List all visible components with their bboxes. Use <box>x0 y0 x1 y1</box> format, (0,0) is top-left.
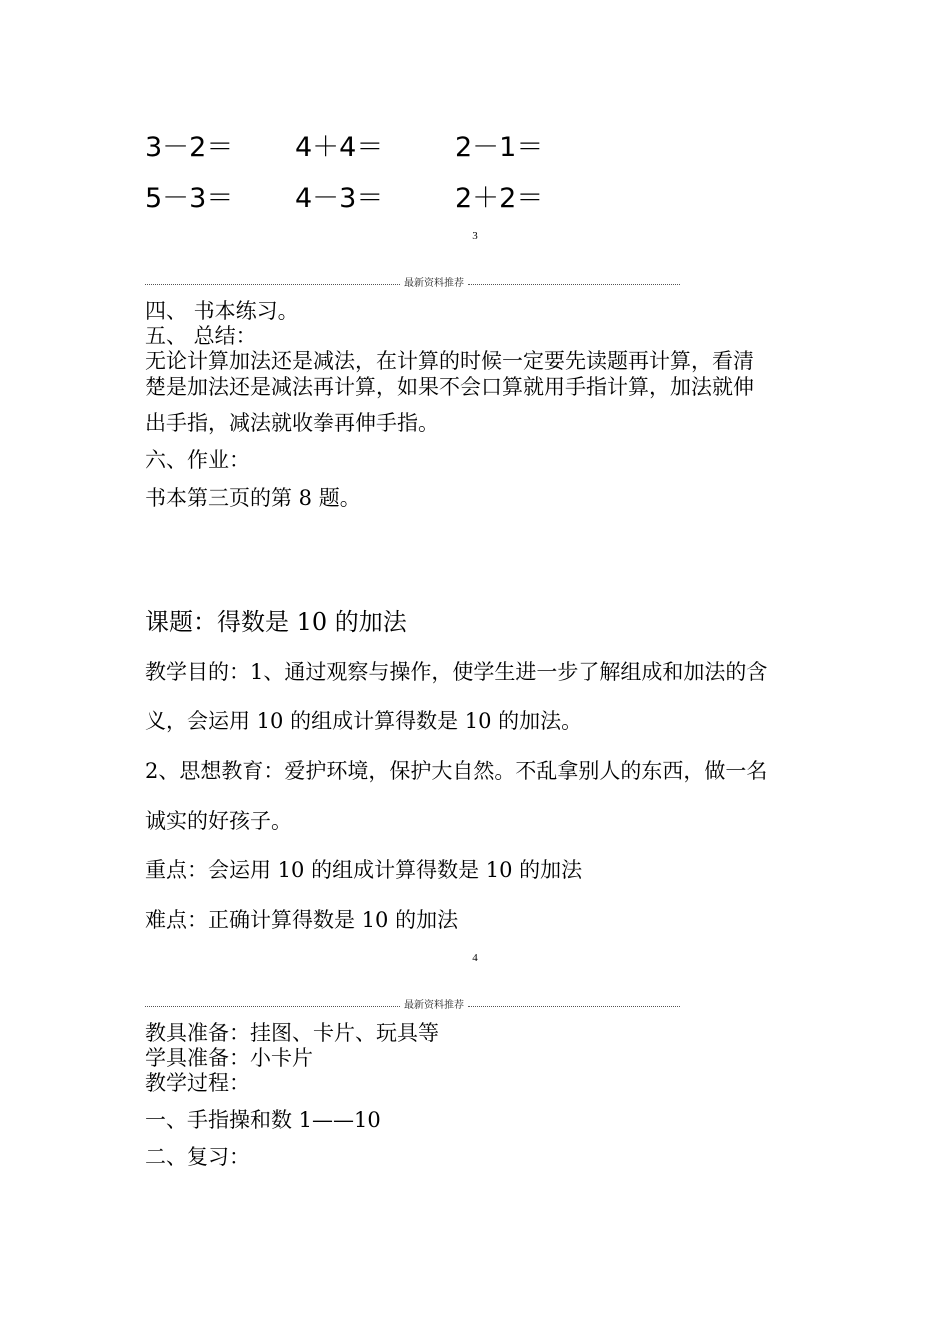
lesson-title: 课题：得数是 10 的加法 <box>145 608 407 636</box>
separator-label: 最新资料推荐 <box>404 278 464 289</box>
separator-line <box>468 1006 680 1007</box>
goal-text: 诚实的好孩子。 <box>145 809 292 833</box>
equation: 4＋4＝ <box>295 132 384 163</box>
goal-text: 教学目的：1、通过观察与操作，使学生进一步了解组成和加法的含 <box>145 660 768 684</box>
separator-line <box>468 284 680 285</box>
equation: 4－3＝ <box>295 183 384 214</box>
page-number: 3 <box>472 230 478 242</box>
homework-text: 书本第三页的第 8 题。 <box>145 486 361 510</box>
separator-label: 最新资料推荐 <box>404 1000 464 1011</box>
list-item: 六、作业： <box>145 448 250 472</box>
list-item: 二、复习： <box>145 1145 250 1169</box>
separator-line <box>145 284 400 285</box>
list-item: 一、手指操和数 1——10 <box>145 1108 381 1132</box>
goal-text: 2、思想教育：爱护环境，保护大自然。不乱拿别人的东西，做一名 <box>145 759 768 783</box>
equation: 2－1＝ <box>455 132 544 163</box>
summary-text: 无论计算加法还是减法，在计算的时候一定要先读题再计算，看清 <box>145 349 754 373</box>
goal-text: 义，会运用 10 的组成计算得数是 10 的加法。 <box>145 709 583 733</box>
equation: 5－3＝ <box>145 183 234 214</box>
equation: 2＋2＝ <box>455 183 544 214</box>
separator-line <box>145 1006 400 1007</box>
page-separator <box>145 999 680 1013</box>
list-item: 五、 总结： <box>145 324 257 348</box>
list-item: 四、 书本练习。 <box>145 299 299 323</box>
summary-text: 楚是加法还是减法再计算，如果不会口算就用手指计算，加法就伸 <box>145 375 754 399</box>
process-heading: 教学过程： <box>145 1071 250 1095</box>
equation: 3－2＝ <box>145 132 234 163</box>
page-number: 4 <box>472 952 478 964</box>
tools-text: 教具准备：挂图、卡片、玩具等 <box>145 1021 439 1045</box>
difficulty: 难点：正确计算得数是 10 的加法 <box>145 908 459 932</box>
summary-text: 出手指，减法就收拳再伸手指。 <box>145 411 439 435</box>
key-point: 重点：会运用 10 的组成计算得数是 10 的加法 <box>145 858 583 882</box>
tools-text: 学具准备：小卡片 <box>145 1046 313 1070</box>
page-separator <box>145 277 680 291</box>
